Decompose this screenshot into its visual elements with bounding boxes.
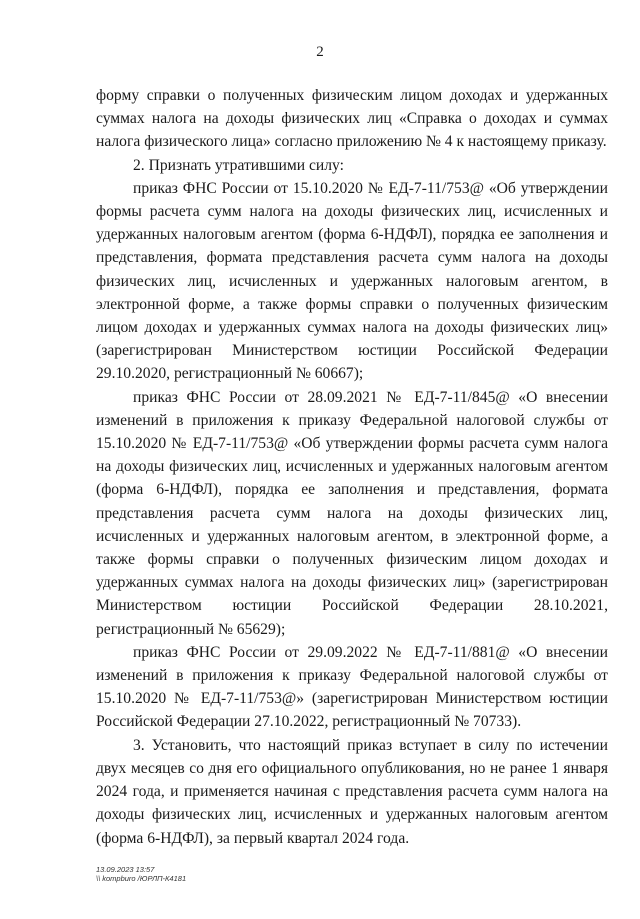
- paragraph-order-2021: приказ ФНС России от 28.09.2021 № ЕД-7-11/845@ «О внесении изменений в приложения к приказу Федеральной налоговой службы от 15.10.2020 № ЕД-7-11/753@ «Об утверждении формы расчета сумм налога на доходы физических лиц, исчисленных и удержанных налоговым агентом (форма 6-НДФЛ), порядка ее заполнения и представления, формата представления расчета сумм налога на доходы физических лиц, исчисленных и удержанных налоговым агентом, в электронной форме, а также формы справки о полученных физическим лицом доходах и удержанных суммах налога на доходы физических лиц» (зарегистрирован Министерством юстиции Российской Федерации 28.10.2021, регистрационный № 65629);: [96, 388, 608, 638]
- paragraph-order-2020: приказ ФНС России от 15.10.2020 № ЕД-7-11/753@ «Об утверждении формы расчета сумм налога на доходы физических лиц, исчисленных и удержанных налоговым агентом (форма 6-НДФЛ), порядка ее заполнения и представления, формата представления расчета сумм налога на доходы физических лиц, исчисленных и удержанных налоговым агентом, в электронной форме, а также формы справки о полученных физическим лицом доходах и удержанных суммах налога на доходы физических лиц» (зарегистрирован Министерством юстиции Российской Федерации 29.10.2020, регистрационный № 60667);: [96, 179, 608, 383]
- paragraph-order-2022: приказ ФНС России от 29.09.2022 № ЕД-7-11/881@ «О внесении изменений в приложения к приказу Федеральной налоговой службы от 15.10.2020 № ЕД-7-11/753@» (зарегистрирован Министерством юстиции Российской Федерации 27.10.2022, регистрационный № 70733).: [96, 643, 608, 731]
- footer-date: 13.09.2023 13:57: [96, 865, 155, 874]
- page-number: 2: [316, 44, 324, 60]
- paragraph-item-3-effective-date: 3. Установить, что настоящий приказ вступает в силу по истечении двух месяцев со дня его официального опубликования, но не ранее 1 января 2024 года, и применяется начиная с представления расчета сумм налога на доходы физических лиц, исчисленных и удержанных налоговым агентом (форма 6-НДФЛ), за первый квартал 2024 года.: [96, 736, 608, 847]
- paragraph-form-certificate: формy справки о полученных физическим лицом доходах и удержанных суммах налога на доходы физических лиц «Справка о доходах и суммах налога физического лица» согласно приложению № 4 к настоящему приказу.: [96, 87, 608, 151]
- footer-path: \\ kompburo /ЮРЛП-К4181: [96, 874, 187, 883]
- paragraph-item-2-heading: 2. Признать утратившими силу:: [133, 156, 344, 174]
- document-body: [96, 84, 608, 850]
- document-footer: [96, 865, 186, 883]
